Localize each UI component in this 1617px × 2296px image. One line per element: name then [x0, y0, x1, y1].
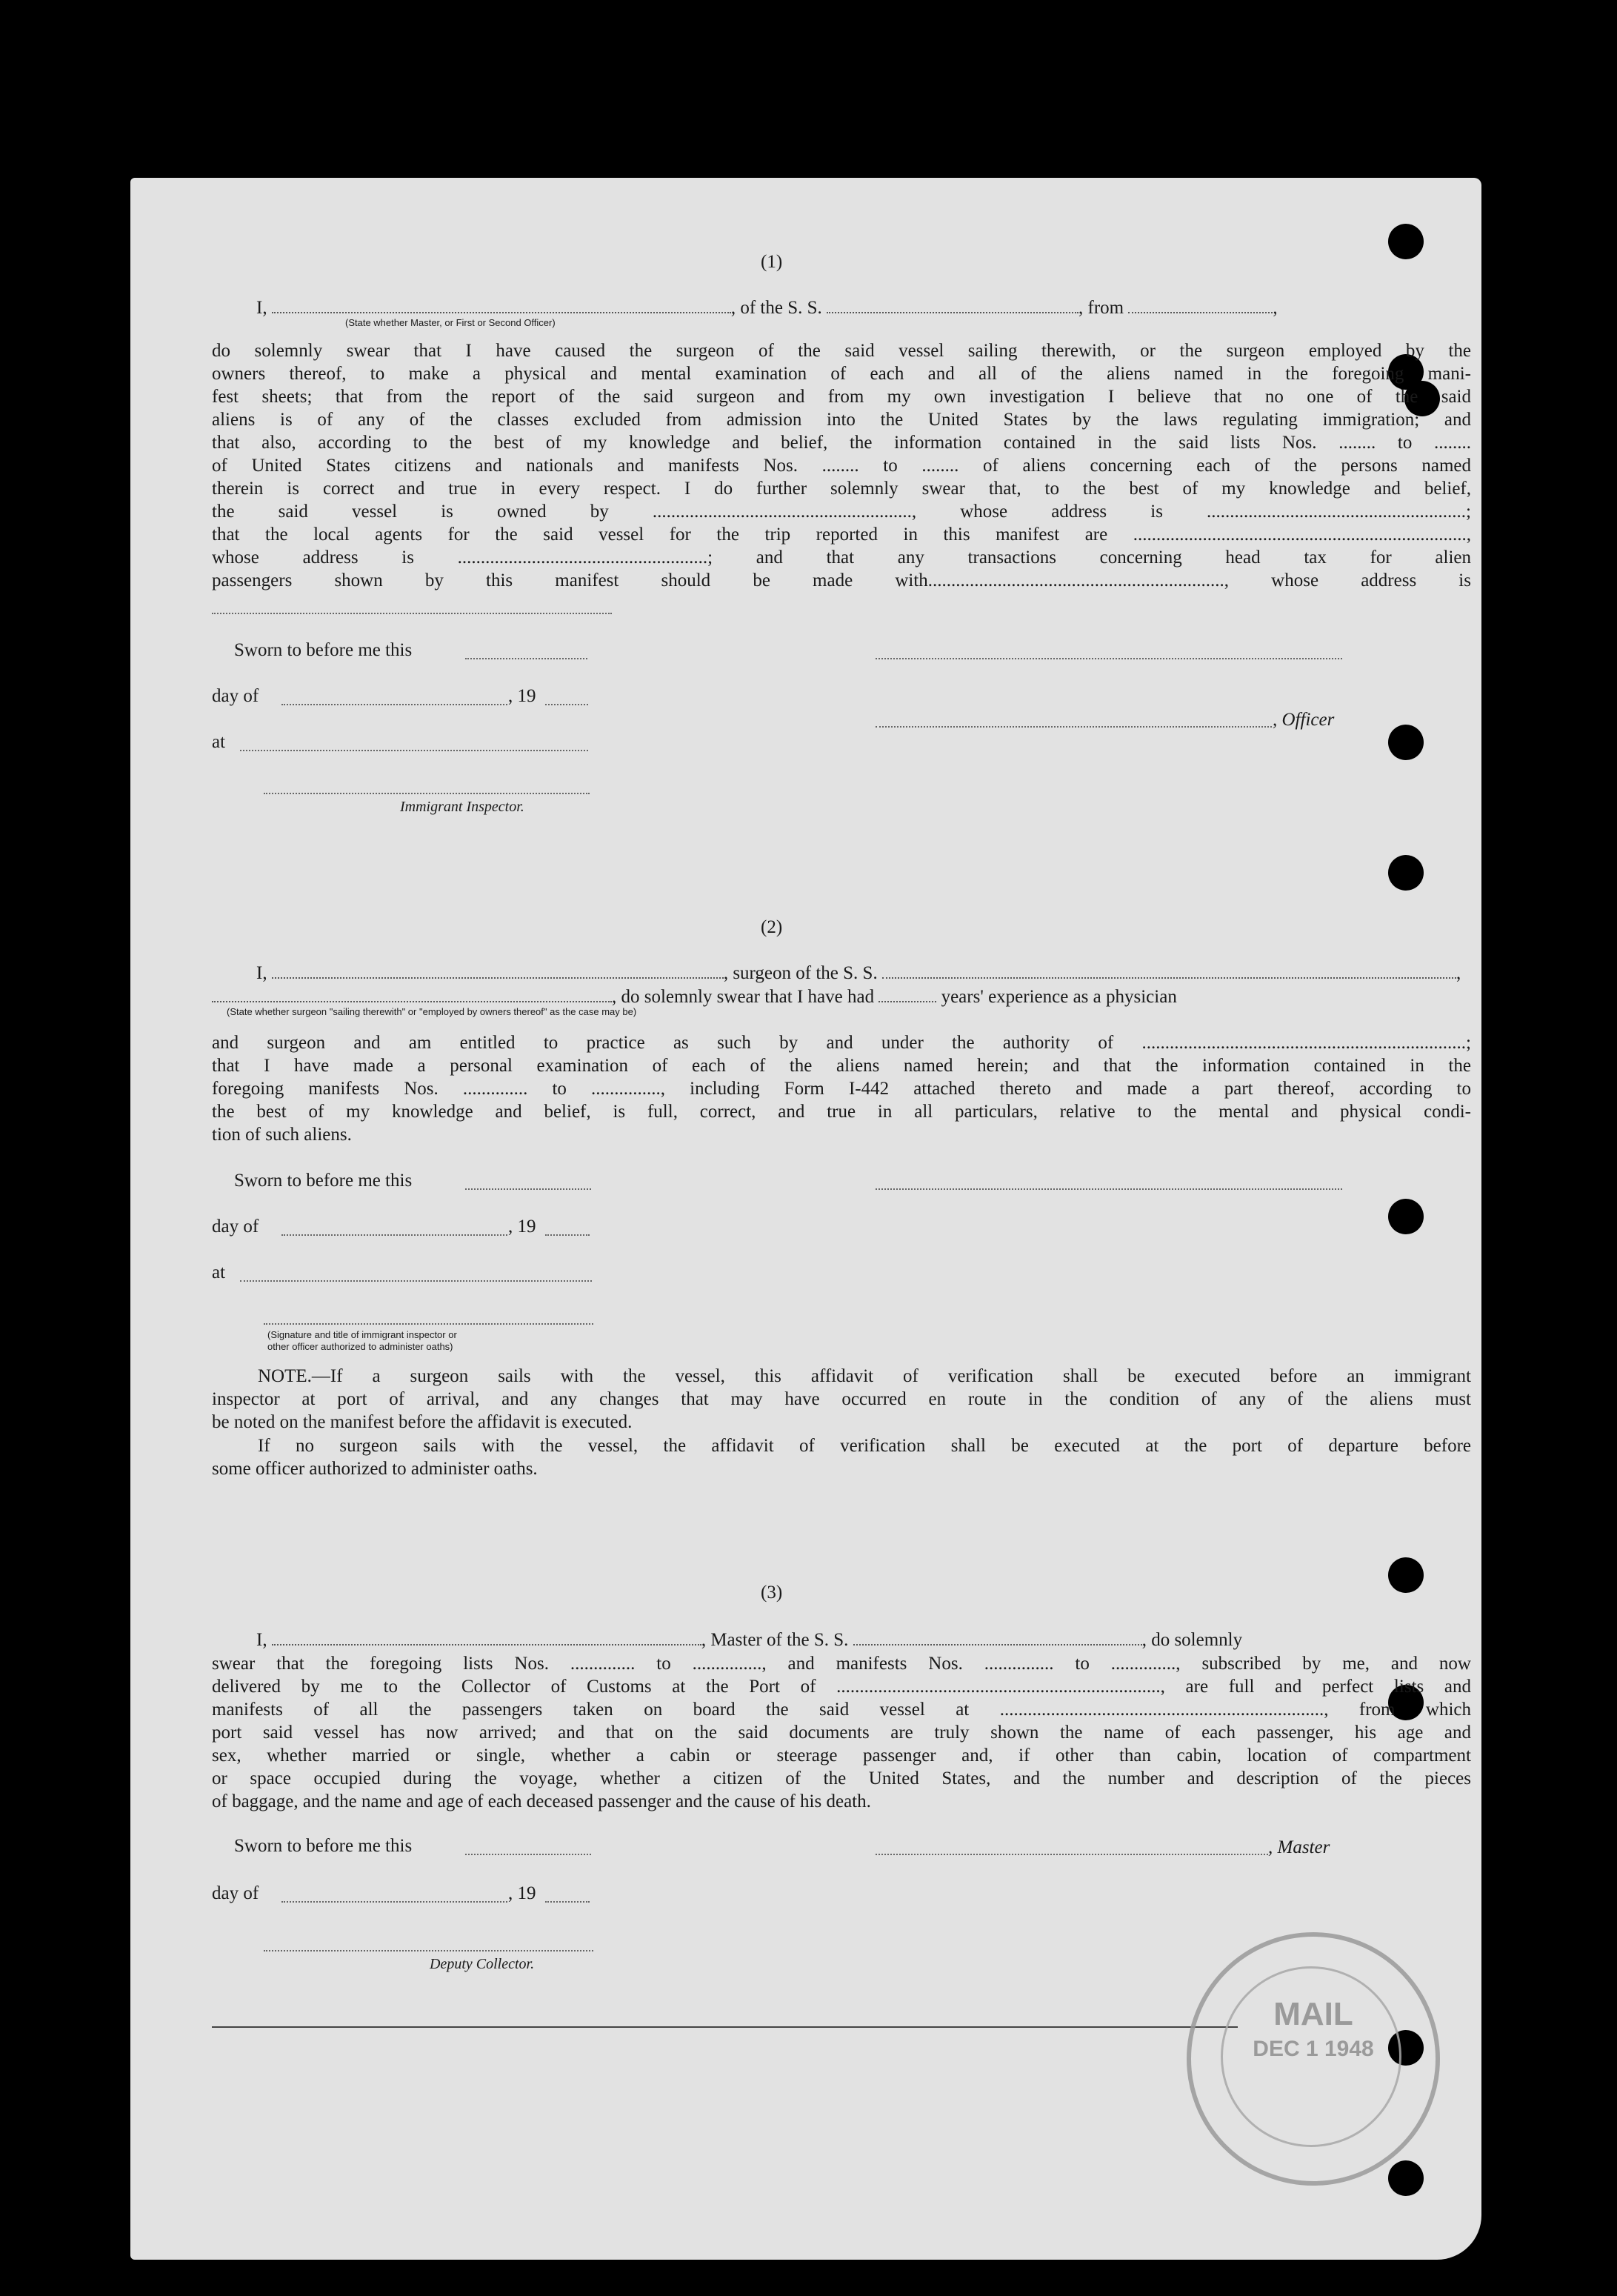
- section-2-at: at: [212, 1262, 226, 1282]
- section-3-year: , 19: [508, 1883, 536, 1903]
- section-3-master-line: [876, 1854, 1268, 1855]
- section-2-oath-line: I, , surgeon of the S. S. ,: [256, 963, 1461, 983]
- section-2-surgeon-caption: (State whether surgeon "sailing therewith" or "employed by owners thereof" as the case may be): [227, 1006, 637, 1017]
- section-1-signature-line: [876, 658, 1342, 659]
- section-1-at: at: [212, 732, 226, 752]
- section-1-day-line: [281, 704, 507, 705]
- section-3-master-label: , Master: [1268, 1837, 1330, 1857]
- section-2-at-line: [240, 1280, 592, 1282]
- section-1-inspector-line: [264, 793, 590, 794]
- section-1-sworn-line: [465, 658, 587, 659]
- section-2-officer-line: [264, 1323, 593, 1325]
- stamp-word: MAIL: [1273, 1996, 1353, 2032]
- section-1-year: , 19: [508, 686, 536, 706]
- section-1-oath-text: do solemnly swear that I have caused the surgeon of the said vessel sailing therewith, or the surgeon employed by the owners thereof, to make a physical and mental examination of each and all of the aliens named in the foregoing mani- fest sheets; that from the report of the said surgeon and from my own investigation I believe that no one of the said aliens is of any of the classes excluded from admission into the United States by the laws regulating immigration; and that also, according to the best of my knowledge and belief, the information contained in the said lists Nos. ........ to ........ of United States citizens and nationals and manifests Nos. ........ to ........ of aliens concerning each of the persons named therein is correct and true in every respect. I do further solemnly swear that, to the best of my knowledge and belief, the said vessel is owned by ........................................................, whose address is ........................................................; that the local agents for the said vessel for the trip reported in this manifest are ........................................................................, whose address is ......................................................; and that any transactions concerning head tax for alien passengers shown by this manifest should be made with................................................................, whose address is: [212, 341, 1471, 590]
- section-2-year-line: [545, 1234, 590, 1236]
- section-1-oath-line: I, , of the S. S. , from ,: [256, 298, 1278, 318]
- binder-hole: [1388, 2160, 1424, 2196]
- section-1-officer-line: [876, 726, 1272, 728]
- section-3-number: (3): [761, 1583, 783, 1603]
- section-2-day-of: day of: [212, 1217, 259, 1237]
- binder-hole: [1388, 725, 1424, 760]
- section-3-day-of: day of: [212, 1883, 259, 1903]
- section-1-year-line: [545, 704, 588, 705]
- section-1-sworn: Sworn to before me this: [234, 640, 413, 660]
- immigration-mail-stamp: [1187, 1932, 1440, 2186]
- section-3-day-line: [281, 1901, 507, 1903]
- binder-hole: [1388, 1557, 1424, 1593]
- section-3-oath-line: I, , Master of the S. S. , do solemnly: [256, 1630, 1243, 1650]
- section-2-signature-line: [876, 1188, 1342, 1190]
- section-1-at-line: [240, 750, 588, 751]
- section-2-day-line: [281, 1234, 507, 1236]
- section-3-collector-caption: Deputy Collector.: [430, 1956, 535, 1972]
- section-1-officer-caption: (State whether Master, or First or Second Officer): [345, 317, 556, 328]
- section-1-officer-label: , Officer: [1273, 710, 1335, 730]
- section-2-year: , 19: [508, 1217, 536, 1237]
- binder-hole: [1388, 855, 1424, 891]
- section-1-day-of: day of: [212, 686, 259, 706]
- section-1-inspector-caption: Immigrant Inspector.: [400, 799, 524, 815]
- section-3-oath-text: swear that the foregoing lists Nos. .............. to ..............., and manifests Nos. ............... to .............., subscribed by me, and now delivered by me to the Collector of Customs at the Port of ......................................................................, are full and perfect lists and manifests of all the passengers taken on board the said vessel at ......................................................................, from which port said vessel has now arrived; and that on the said documents are truly shown the name of each passenger, his age and sex, whether married or single, whether a cabin or steerage passenger and, if other than cabin, location of compartment or space occupied during the voyage, whether a citizen of the United States, and the number and description of the pieces of baggage, and the name and age of each deceased passenger and the cause of his death.: [212, 1654, 1471, 1811]
- section-1-extra-line: [212, 613, 612, 614]
- bottom-rule: [212, 2026, 1238, 2028]
- section-2-experience-line: , do solemnly swear that I have had years' experience as a physician: [212, 985, 1177, 1008]
- section-2-sig-caption-2: other officer authorized to administer oaths): [267, 1341, 453, 1352]
- section-3-sworn-line: [465, 1854, 591, 1855]
- section-3-collector-line: [264, 1950, 593, 1951]
- section-3-sworn: Sworn to before me this: [234, 1836, 413, 1856]
- section-1-number: (1): [761, 252, 783, 272]
- section-2-sworn-line: [465, 1188, 591, 1190]
- section-2-note: NOTE.—If a surgeon sails with the vessel, this affidavit of verification shall be executed before an immigrant inspector at port of arrival, and any changes that may have occurred en route in the condition of any of the aliens must be noted on the manifest before the affidavit is executed.: [212, 1366, 1471, 1432]
- section-3-year-line: [545, 1901, 590, 1903]
- stamp-date: DEC 1 1948: [1253, 2037, 1374, 2061]
- binder-hole: [1388, 224, 1424, 259]
- section-2-note-2: If no surgeon sails with the vessel, the affidavit of verification shall be executed at the port of departure before some officer authorized to administer oaths.: [212, 1436, 1471, 1479]
- section-2-oath-text: and surgeon and am entitled to practice as such by and under the authority of ......................................................................; that I have made a personal examination of each of the aliens named herein; and that the information contained in the foregoing manifests Nos. .............. to ..............., including Form I-442 attached thereto and made a part thereof, according to the best of my knowledge and belief, is full, correct, and true in all particulars, relative to the mental and physical condi- tion of such aliens.: [212, 1033, 1471, 1145]
- section-2-sig-caption-1: (Signature and title of immigrant inspector or: [267, 1329, 457, 1340]
- binder-hole: [1388, 1199, 1424, 1234]
- section-2-number: (2): [761, 917, 783, 937]
- section-2-sworn: Sworn to before me this: [234, 1171, 413, 1191]
